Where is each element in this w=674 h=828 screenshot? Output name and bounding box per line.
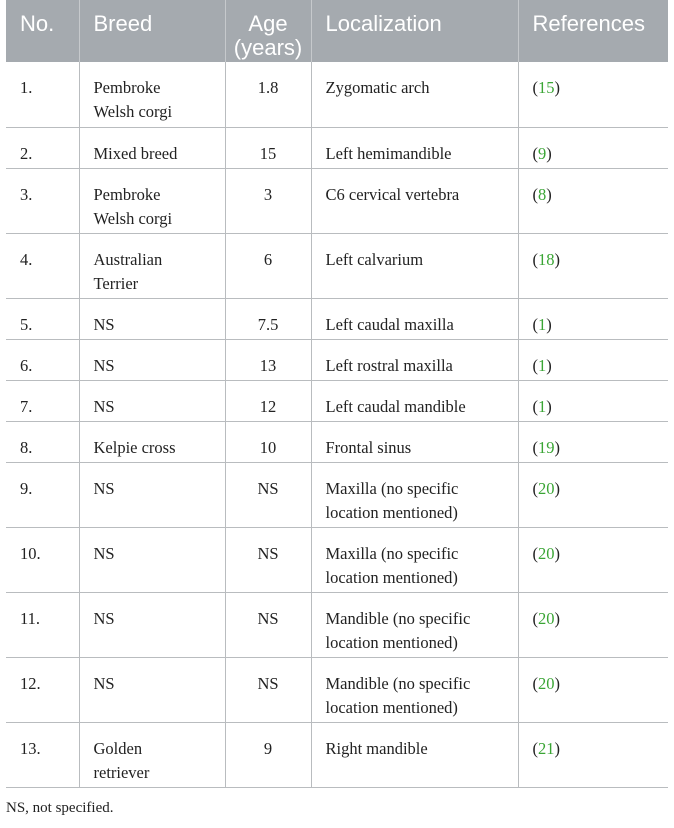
cell-breed bbox=[79, 462, 225, 527]
cell-breed bbox=[79, 127, 225, 168]
localization-line1: Mandible (no specific bbox=[325, 608, 471, 628]
reference-link[interactable]: 19 bbox=[538, 437, 555, 457]
cell-references: (1) bbox=[518, 339, 668, 380]
localization-line2: location mentioned) bbox=[325, 567, 458, 587]
age-value: NS bbox=[257, 478, 279, 498]
reference-link[interactable]: 20 bbox=[538, 673, 555, 693]
age-value: 9 bbox=[263, 738, 273, 758]
cell-no bbox=[6, 62, 79, 127]
breed-line1: NS bbox=[93, 608, 115, 628]
reference-link[interactable]: 20 bbox=[538, 608, 555, 628]
cell-localization bbox=[311, 339, 518, 380]
cell-age bbox=[225, 380, 311, 421]
table-row bbox=[6, 722, 668, 787]
breed-line1: NS bbox=[93, 543, 115, 563]
cell-no bbox=[6, 657, 79, 722]
reference-link[interactable]: 1 bbox=[538, 314, 547, 334]
cell-age bbox=[225, 421, 311, 462]
cell-no bbox=[6, 527, 79, 592]
age-value: 6 bbox=[263, 249, 273, 269]
age-value: 15 bbox=[259, 143, 277, 163]
cell-references: (15) bbox=[518, 62, 668, 127]
row-number: 9. bbox=[20, 478, 33, 498]
reference-link[interactable]: 20 bbox=[538, 478, 555, 498]
cell-references: (20) bbox=[518, 657, 668, 722]
cell-no bbox=[6, 462, 79, 527]
breed-line1: NS bbox=[93, 478, 115, 498]
row-number: 13. bbox=[20, 738, 41, 758]
cell-age bbox=[225, 462, 311, 527]
reference-link[interactable]: 20 bbox=[538, 543, 555, 563]
table-row bbox=[6, 233, 668, 298]
age-value: NS bbox=[257, 543, 279, 563]
row-number: 8. bbox=[20, 437, 33, 457]
table-row bbox=[6, 168, 668, 233]
cell-references: (19) bbox=[518, 421, 668, 462]
cell-no bbox=[6, 298, 79, 339]
cell-no bbox=[6, 722, 79, 787]
age-value: 12 bbox=[259, 396, 277, 416]
cell-references: (8) bbox=[518, 168, 668, 233]
localization-line1: Left rostral maxilla bbox=[325, 355, 453, 375]
row-number: 6. bbox=[20, 355, 33, 375]
cell-localization bbox=[311, 298, 518, 339]
cell-breed bbox=[79, 62, 225, 127]
cell-localization bbox=[311, 592, 518, 657]
breed-line1: Pembroke bbox=[93, 184, 161, 204]
cell-age bbox=[225, 298, 311, 339]
cell-no bbox=[6, 592, 79, 657]
cell-age bbox=[225, 62, 311, 127]
table-row bbox=[6, 421, 668, 462]
cell-breed bbox=[79, 421, 225, 462]
age-value: NS bbox=[257, 673, 279, 693]
cell-references: (20) bbox=[518, 592, 668, 657]
cell-age bbox=[225, 657, 311, 722]
cell-age bbox=[225, 722, 311, 787]
cell-age bbox=[225, 339, 311, 380]
cell-references: (21) bbox=[518, 722, 668, 787]
breed-line2: Welsh corgi bbox=[93, 102, 173, 121]
breed-line1: Mixed breed bbox=[93, 143, 178, 163]
row-number: 12. bbox=[20, 673, 41, 693]
localization-line1: Right mandible bbox=[325, 738, 428, 758]
localization-line1: Left hemimandible bbox=[325, 143, 452, 163]
age-value: 10 bbox=[259, 437, 277, 457]
row-number: 7. bbox=[20, 396, 33, 416]
table-row bbox=[6, 380, 668, 421]
breed-line2: Terrier bbox=[93, 273, 139, 293]
age-value: 1.8 bbox=[257, 78, 279, 97]
reference-link[interactable]: 15 bbox=[538, 78, 555, 97]
cell-references: (20) bbox=[518, 527, 668, 592]
breed-line1: NS bbox=[93, 673, 115, 693]
row-number: 3. bbox=[20, 184, 33, 204]
cell-breed bbox=[79, 527, 225, 592]
cell-no bbox=[6, 233, 79, 298]
cell-no bbox=[6, 127, 79, 168]
breed-line1: Australian bbox=[93, 249, 163, 269]
cell-breed bbox=[79, 168, 225, 233]
cell-age bbox=[225, 233, 311, 298]
cell-no bbox=[6, 421, 79, 462]
table-row bbox=[6, 462, 668, 527]
localization-line1: Maxilla (no specific bbox=[325, 543, 459, 563]
cell-localization bbox=[311, 527, 518, 592]
table-row bbox=[6, 62, 668, 127]
table-footnote: NS, not specified. bbox=[6, 800, 114, 816]
breed-line1: Golden bbox=[93, 738, 143, 758]
localization-line1: Left caudal mandible bbox=[325, 396, 466, 416]
cell-localization bbox=[311, 168, 518, 233]
cell-references: (9) bbox=[518, 127, 668, 168]
cases-table bbox=[6, 0, 668, 788]
cell-no bbox=[6, 168, 79, 233]
table-row bbox=[6, 339, 668, 380]
reference-link[interactable]: 8 bbox=[538, 184, 547, 204]
cell-localization bbox=[311, 233, 518, 298]
cell-breed bbox=[79, 657, 225, 722]
header-age-line2: (years) bbox=[233, 35, 303, 60]
localization-line1: Frontal sinus bbox=[325, 437, 412, 457]
reference-link[interactable]: 18 bbox=[538, 249, 555, 269]
cell-localization bbox=[311, 462, 518, 527]
breed-line1: Kelpie cross bbox=[93, 437, 176, 457]
localization-line2: location mentioned) bbox=[325, 697, 458, 717]
header-no: No. bbox=[6, 0, 79, 62]
reference-link[interactable]: 1 bbox=[538, 355, 547, 375]
row-number: 11. bbox=[20, 608, 41, 628]
cell-no bbox=[6, 339, 79, 380]
reference-link[interactable]: 21 bbox=[538, 738, 555, 758]
row-number: 2. bbox=[20, 143, 33, 163]
age-value: 7.5 bbox=[257, 314, 279, 334]
row-number: 5. bbox=[20, 314, 33, 334]
localization-line2: location mentioned) bbox=[325, 632, 458, 652]
localization-line1: C6 cervical vertebra bbox=[325, 184, 460, 204]
row-number: 10. bbox=[20, 543, 41, 563]
table-row bbox=[6, 127, 668, 168]
cell-age bbox=[225, 592, 311, 657]
cell-references: (1) bbox=[518, 298, 668, 339]
cell-breed bbox=[79, 339, 225, 380]
cell-no bbox=[6, 380, 79, 421]
age-value: NS bbox=[257, 608, 279, 628]
localization-line1: Left calvarium bbox=[325, 249, 424, 269]
row-number: 4. bbox=[20, 249, 33, 269]
cell-references: (1) bbox=[518, 380, 668, 421]
header-age-line1: Age bbox=[248, 11, 288, 36]
cell-localization bbox=[311, 657, 518, 722]
header-age bbox=[225, 0, 311, 62]
cell-references: (20) bbox=[518, 462, 668, 527]
localization-line1: Zygomatic arch bbox=[325, 78, 430, 97]
cell-localization bbox=[311, 421, 518, 462]
localization-line1: Maxilla (no specific bbox=[325, 478, 459, 498]
cell-localization bbox=[311, 62, 518, 127]
cell-age bbox=[225, 168, 311, 233]
table-row bbox=[6, 657, 668, 722]
localization-line1: Left caudal maxilla bbox=[325, 314, 454, 334]
header-breed: Breed bbox=[79, 0, 225, 62]
localization-line2: location mentioned) bbox=[325, 502, 458, 522]
row-number: 1. bbox=[20, 78, 33, 97]
cell-age bbox=[225, 527, 311, 592]
header-references: References bbox=[518, 0, 668, 62]
table-row bbox=[6, 298, 668, 339]
cell-breed bbox=[79, 592, 225, 657]
localization-line1: Mandible (no specific bbox=[325, 673, 471, 693]
reference-link[interactable]: 1 bbox=[538, 396, 547, 416]
breed-line2: Welsh corgi bbox=[93, 208, 173, 228]
breed-line1: NS bbox=[93, 396, 115, 416]
cell-localization bbox=[311, 722, 518, 787]
breed-line2: retriever bbox=[93, 762, 150, 782]
cell-breed bbox=[79, 722, 225, 787]
breed-line1: Pembroke bbox=[93, 78, 161, 97]
cell-breed bbox=[79, 298, 225, 339]
breed-line1: NS bbox=[93, 314, 115, 334]
cell-breed bbox=[79, 380, 225, 421]
breed-line1: NS bbox=[93, 355, 115, 375]
cell-localization bbox=[311, 127, 518, 168]
age-value: 13 bbox=[259, 355, 277, 375]
cell-references: (18) bbox=[518, 233, 668, 298]
cell-localization bbox=[311, 380, 518, 421]
reference-link[interactable]: 9 bbox=[538, 143, 547, 163]
table-header-row bbox=[6, 0, 668, 62]
table-row bbox=[6, 527, 668, 592]
table-row bbox=[6, 592, 668, 657]
age-value: 3 bbox=[263, 184, 273, 204]
header-localization: Localization bbox=[311, 0, 518, 62]
cell-age bbox=[225, 127, 311, 168]
cell-breed bbox=[79, 233, 225, 298]
